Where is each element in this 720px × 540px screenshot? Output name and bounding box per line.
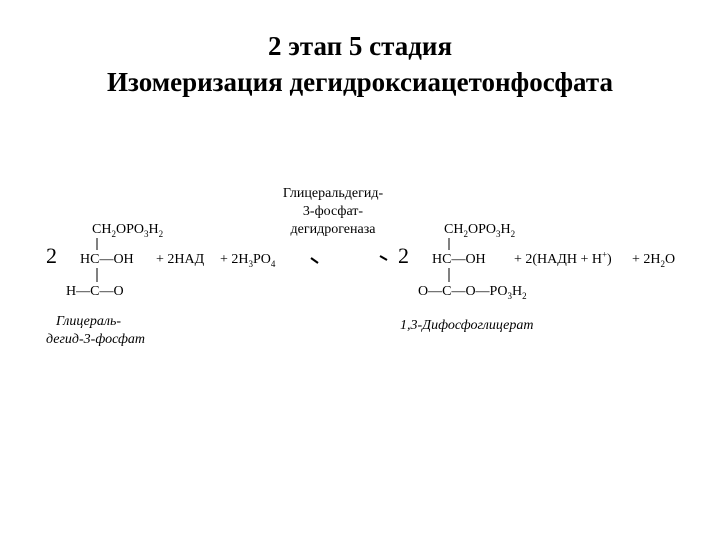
product-nadh: + 2(НАДН + H+): [514, 249, 612, 267]
left-hc-oh: HC—OH: [80, 252, 134, 267]
reagent-h3po4: + $2H_3PO_4$: [220, 252, 276, 269]
left-h-c-o: H—C—O: [66, 284, 124, 299]
right-o-c-o-po3h2: $O—C—O—PO_3H_2$: [418, 284, 527, 301]
left-name-line1: Глицераль-: [56, 314, 122, 329]
right-ch2opo3h2: $CH_2OPO_3H_2$: [444, 222, 516, 239]
arrow-fragment-left: [311, 258, 318, 263]
slide-title-line2: Изомеризация дегидроксиацетонфосфата: [107, 67, 613, 97]
right-name: 1,3-Дифосфоглицерат: [400, 318, 534, 333]
left-ch2opo3h2: $CH_2OPO_3H_2$: [92, 222, 164, 239]
left-coefficient: 2: [46, 243, 57, 268]
slide-title-line1: 2 этап 5 стадия: [267, 31, 453, 61]
reagent-nad: + 2НАД: [156, 252, 205, 267]
right-coefficient: 2: [398, 243, 409, 268]
enzyme-label-line2: 3-фосфат-: [302, 204, 364, 219]
right-hc-oh: HC—OH: [432, 252, 486, 267]
left-name-line2: дегид-3-фосфат: [46, 332, 146, 347]
enzyme-label-line1: Глицеральдегид-: [282, 186, 384, 201]
product-water: + $2H_2O$: [632, 252, 676, 269]
arrow-fragment-right: [380, 256, 387, 260]
enzyme-label-line3: дегидрогеназа: [290, 222, 376, 237]
